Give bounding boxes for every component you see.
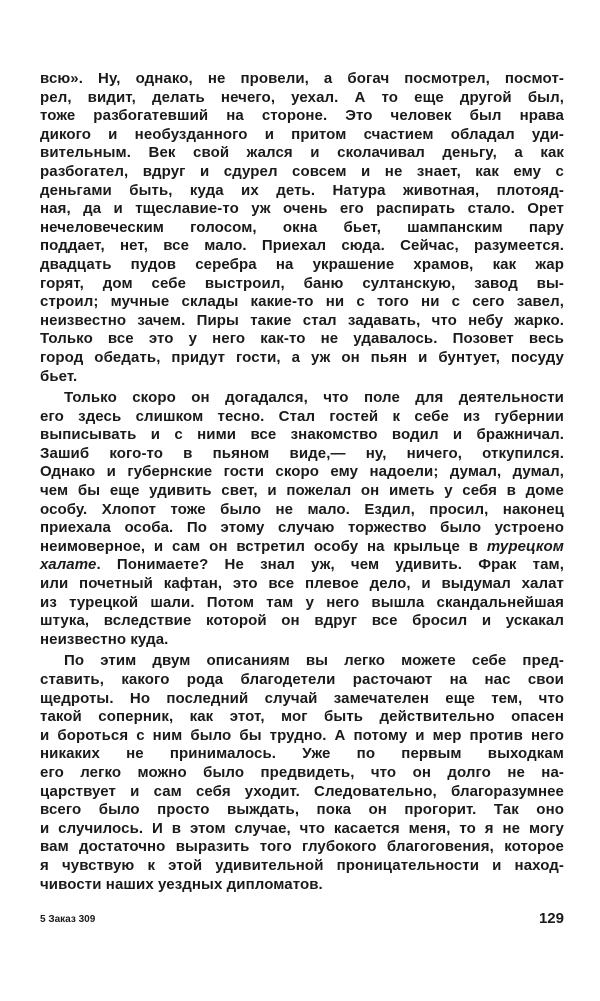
italic-phrase: турецком [486,537,564,555]
text-line: неимоверное, и сам он встретил особу на крыльце в турецком [40,537,564,555]
text-line: всю». Ну, однако, не провели, а богач посмотрел, посмот- [40,70,564,87]
page-body [40,70,564,897]
text-line: вам достаточно выразить того глубокого благоговения, которое [40,838,564,856]
text-line: Однако и губернские гости скоро ему надоели; думал, думал, [40,463,564,481]
text-line: тоже разбогатевший на стороне. Это человек был нрава [40,107,564,125]
text-line: и случилось. И в этом случае, что касается меня, то я не могу [40,819,564,837]
text-line: По этим двум описаниям вы легко можете себе пред- [64,652,564,670]
text-line: Только все это у него как-то не удавалось. Позовет весь [40,330,564,348]
text-line: поддает, нет, все мало. Приехал сюда. Сейчас, разумеется. [40,237,564,255]
text-line: его легко можно было предвидеть, что он долго не на- [40,763,564,781]
text-line: вительным. Век свой жался и сколачивал деньгу, а как [40,144,564,162]
text-line: город обедать, придут гости, а уж он пьян и бунтует, посуду [40,348,564,366]
page-number: 129 [538,910,564,927]
text-line: халате. Понимаете? Не знал уж, чем удивить. Фрак там, [40,556,564,574]
text-line: такой соперник, как этот, мог быть действительно опасен [40,708,564,726]
text-line: чем бы еще удивить свет, и пожелал он иметь у себя в доме [40,482,564,500]
text-line: деньгами быть, куда их деть. Натура животная, плотояд- [40,181,564,199]
text-line: строил; мучные склады какие-то ни с того ни с сего завел, [40,293,564,311]
paragraph-2 [40,389,564,649]
text-line: и бороться с ним было бы трудно. А потому и мер против него [40,726,564,744]
text-line: ная, да и тщеславие-то уж очень его распирать стало. Орет [40,200,564,218]
page-footer [40,910,564,930]
text-line: царствует и сам себя уходит. Следовательно, благоразумнее [40,782,564,800]
text-line: приехала особа. По этому случаю торжество было устроено [40,519,564,537]
text-line: чивости наших уездных дипломатов. [40,875,323,893]
text-line: неизвестно куда. [40,630,169,648]
text-line: разбогател, вдруг и сдурел совсем и не знает, как ему с [40,162,564,180]
text-line: Только скоро он догадался, что поле для деятельности [64,389,564,407]
text-line: нечеловеческим голосом, окна бьет, шампанским пару [40,218,564,236]
text-line: из турецкой шали. Потом там у него вышла скандальнейшая [40,593,564,611]
text-line: или почетный кафтан, это все плевое дело, и выдумал халат [40,575,564,593]
paragraph-1 [40,70,564,386]
text-line: дикого и необузданного и притом счастием обладал уди- [40,125,564,143]
italic-phrase: халате [40,556,97,574]
text-line: я чувствую к этой удивительной проницательности и наход- [40,856,564,874]
text-line: выписывать и с ними все знакомство водил и бражничал. [40,426,564,444]
text-line: особу. Хлопот тоже было не мало. Ездил, просил, наконец [40,500,564,518]
text-line: рел, видит, делать нечего, уехал. А то еще другой был, [40,88,564,106]
text-line: Зашиб кого-то в пьяном виде,— ну, ничего, откупился. [40,444,564,462]
printer-signature: 5 Заказ 309 [40,914,96,925]
text-line: щедроты. Но последний случай замечателен еще тем, что [40,689,564,707]
text-line: двадцать пудов серебра на украшение храмов, как жар [40,255,564,273]
text-line: его здесь слишком тесно. Стал гостей к себе из губернии [40,407,564,425]
text-line: неизвестно зачем. Пиры такие стал задавать, что небу жарко. [40,311,564,329]
text-line: всего было просто выждать, пока он прогорит. Так оно [40,801,564,819]
paragraph-3 [40,652,564,894]
text-line: штука, вследствие которой он вдруг все бросил и ускакал [40,612,564,630]
text-line: никаких не принималось. Уже по первым выходкам [40,745,564,763]
text-line: горят, дом себе выстроил, баню султанскую, завод вы- [40,274,564,292]
text-line: бьет. [40,367,78,385]
text-line: ставить, какого рода благодетели расточают на нас свои [40,671,564,688]
